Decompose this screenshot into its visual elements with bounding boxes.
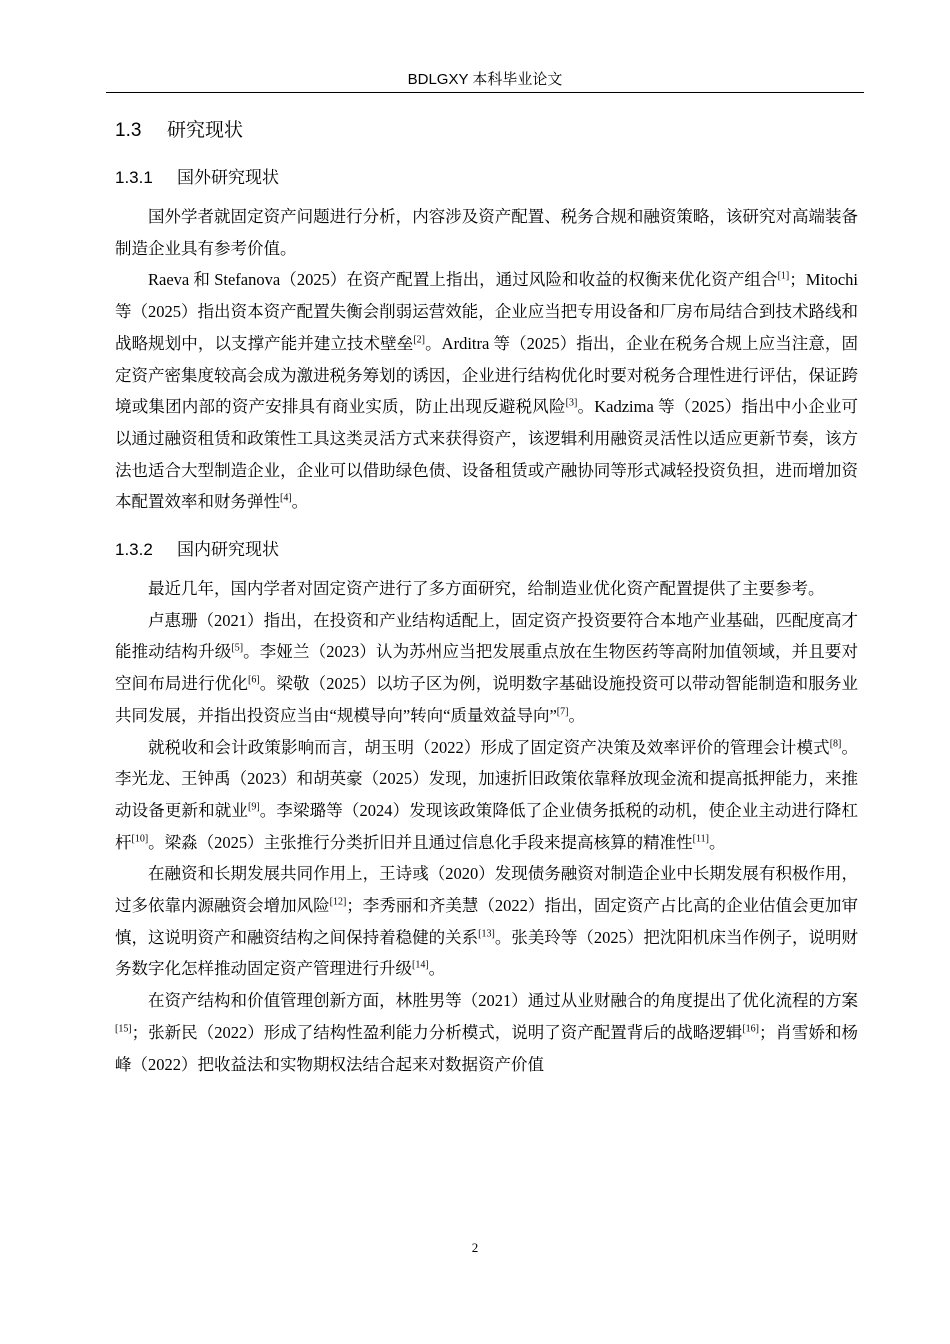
page-footer: [0, 1240, 950, 1256]
citation-marker: [10]: [131, 833, 149, 845]
body-paragraph: [115, 985, 858, 1080]
citation-marker: [11]: [692, 833, 709, 845]
subsection-heading-foreign: [115, 166, 858, 190]
paragraph-text: 。梁敬（2025）以坊子区为例，说明数字基础设施投资可以带动智能制造和服务业共同发展，并指出投资应当由“规模导向”转向“质量效益导向”: [115, 674, 859, 725]
subsection-body: [115, 201, 858, 518]
subsection-title: 国外研究现状: [177, 168, 279, 187]
page-header: [106, 70, 864, 93]
paragraph-text: 。李梁璐等（2024）发现该政策降低了企业债务抵税的动机，使企业主动进行降杠杆: [115, 800, 859, 852]
paragraph-text: 就税收和会计政策影响而言，胡玉明（2022）形成了固定资产决策及效率评价的管理会计模式: [148, 737, 830, 757]
subsection-heading-domestic: [115, 538, 858, 562]
paragraph-text: 。Kadzima 等（2025）指出中小企业可以通过融资租赁和政策性工具这类灵活方式来获得资产，该逻辑利用融资灵活性以适应更新节奏，该方法也适合大型制造企业，企业可以借助绿色债、设备租赁或产融协同等形式减轻投资负担，进而增加资本配置效率和财务弹性: [115, 397, 859, 512]
citation-marker: [9]: [248, 801, 260, 813]
paragraph-text: 。: [428, 959, 446, 979]
citation-marker: [13]: [478, 928, 495, 940]
subsection-title: 国内研究现状: [177, 540, 279, 560]
paragraph-text: 在融资和长期发展共同作用上，王诗彧（2020）发现债务融资对制造企业中长期发展有积极作用，过多依靠内源融资会增加风险: [115, 864, 858, 916]
page-body: [115, 118, 858, 1080]
citation-marker: [12]: [329, 896, 347, 908]
citation-marker: [3]: [565, 397, 578, 409]
section-number: 1.3: [115, 120, 142, 141]
citation-marker: [7]: [556, 706, 569, 718]
body-paragraph: [115, 858, 858, 985]
paragraph-text: 。: [291, 492, 309, 512]
section-heading: [115, 118, 858, 144]
paragraph-text: ；Mitochi 等（2025）指出资本资产配置失衡会削弱运营效能，企业应当把专用设备和厂房布局结合到技术路线和战略规划中，以支撑产能并建立技术壁垒: [115, 270, 858, 353]
paragraph-text: 在资产结构和价值管理创新方面，林胜男等（2021）通过从业财融合的角度提出了优化流程的方案: [148, 991, 858, 1011]
paragraph-text: 最近几年，国内学者对固定资产进行了多方面研究，给制造业优化资产配置提供了主要参考。: [148, 579, 825, 599]
subsection-body: [115, 573, 858, 1080]
citation-marker: [1]: [777, 270, 790, 282]
paragraph-text: 。李娅兰（2023）认为苏州应当把发展重点放在生物医药等高附加值领域，并且要对空间布局进行优化: [115, 642, 859, 694]
paragraph-text: 。张美玲等（2025）把沈阳机床当作例子，说明财务数字化怎样推动固定资产管理进行升级: [115, 927, 859, 979]
section-title: 研究现状: [167, 120, 244, 141]
paragraph-text: 。李光龙、王钟禹（2023）和胡英豪（2025）发现，加速折旧政策依靠释放现金流和提高抵押能力，来推动设备更新和就业: [115, 737, 859, 820]
body-paragraph: [115, 573, 858, 605]
citation-marker: [6]: [248, 674, 260, 686]
page-number: 2: [471, 1240, 479, 1255]
citation-marker: [15]: [115, 1023, 132, 1035]
paragraph-text: ；张新民（2022）形成了结构性盈利能力分析模式，说明了资产配置背后的战略逻辑: [131, 1022, 743, 1042]
citation-marker: [14]: [412, 959, 429, 971]
paragraph-text: 。梁淼（2025）主张推行分类折旧并且通过信息化手段来提高核算的精准性: [148, 832, 693, 852]
paragraph-text: ；肖雪娇和杨峰（2022）把收益法和实物期权法结合起来对数据资产价值: [115, 1022, 859, 1074]
paragraph-text: 卢惠珊（2021）指出，在投资和产业结构适配上，固定资产投资要符合本地产业基础，匹配度高才能推动结构升级: [115, 610, 858, 662]
paragraph-text: 国外学者就固定资产问题进行分析，内容涉及资产配置、税务合规和融资策略，该研究对高端装备制造企业具有参考价值。: [115, 207, 858, 258]
body-paragraph: [115, 201, 858, 264]
citation-marker: [4]: [280, 492, 292, 504]
header-title: BDLGXY 本科毕业论文: [407, 71, 563, 88]
body-paragraph: [115, 605, 858, 732]
subsection-number: 1.3.1: [115, 168, 153, 187]
subsection-number: 1.3.2: [115, 540, 153, 560]
citation-marker: [8]: [829, 738, 842, 750]
body-paragraph: [115, 264, 858, 518]
citation-marker: [5]: [231, 642, 244, 654]
citation-marker: [2]: [413, 334, 426, 346]
paragraph-text: 。: [568, 705, 585, 725]
paragraph-text: Raeva 和 Stefanova（2025）在资产配置上指出，通过风险和收益的权衡来优化资产组合: [148, 270, 778, 290]
paragraph-text: ；李秀丽和齐美慧（2022）指出，固定资产占比高的企业估值会更加审慎，这说明资产和融资结构之间保持着稳健的关系: [115, 896, 859, 947]
body-paragraph: [115, 732, 858, 859]
paragraph-text: 。Arditra 等（2025）指出，企业在税务合规上应当注意，固定资产密集度较高会成为激进税务筹划的诱因，企业进行结构优化时要对税务合理性进行评估，保证跨境或集团内部的资产安排具有商业实质，防止出现反避税风险: [115, 333, 858, 417]
paragraph-text: 。: [708, 832, 726, 852]
citation-marker: [16]: [742, 1023, 759, 1035]
